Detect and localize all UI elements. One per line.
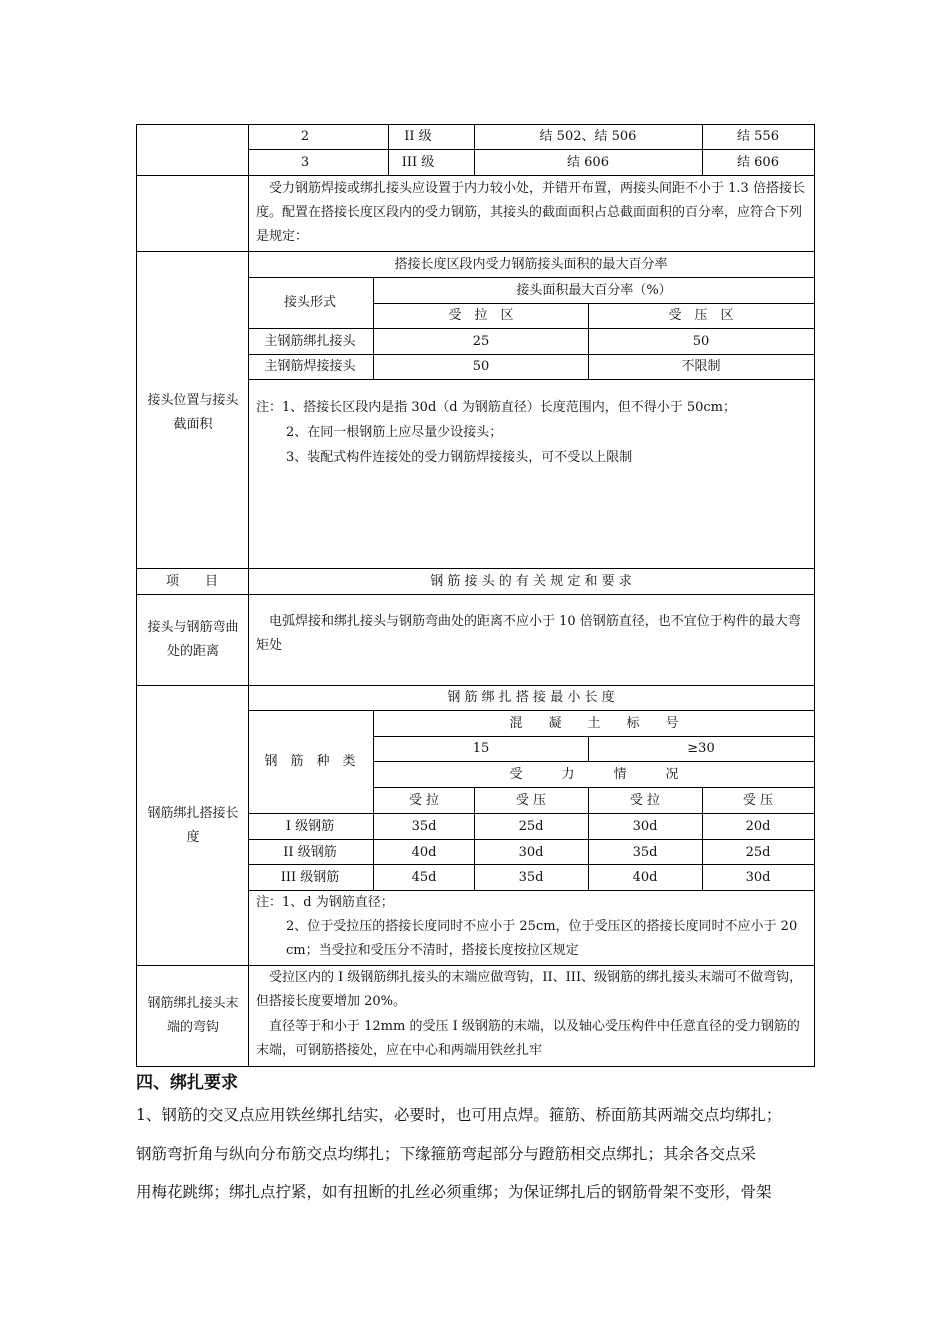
compression-value: 不限制 <box>681 359 721 374</box>
row-divider <box>136 568 815 569</box>
lap-value: 35d <box>518 870 544 885</box>
row-divider <box>136 251 815 252</box>
cell-grade: II 级 <box>404 129 432 144</box>
row-divider <box>248 864 815 865</box>
row-divider <box>248 839 815 840</box>
grade-30-header: ≥30 <box>687 741 715 756</box>
column-divider <box>474 787 475 890</box>
joint-note: 注：1、搭接长区段内是指 30d（d 为钢筋直径）长度范围内，但不得小于 50cm； <box>256 400 737 415</box>
row-divider <box>373 787 815 788</box>
rebar-type-cell: II 级钢筋 <box>283 845 337 860</box>
row-divider <box>248 890 815 891</box>
lap-value: 45d <box>411 870 437 885</box>
lap-section-label: 钢筋绑扎搭接长度 <box>147 806 239 845</box>
lap-value: 20d <box>745 819 771 834</box>
section-heading: 四、绑扎要求 <box>136 1073 238 1093</box>
column-divider <box>702 787 703 890</box>
compression-header: 受 压 <box>742 793 774 808</box>
compression-zone-header: 受 压 区 <box>668 308 734 323</box>
row-divider <box>248 149 815 150</box>
lap-value: 25d <box>518 819 544 834</box>
joint-form-header: 接头形式 <box>283 295 337 310</box>
column-divider <box>373 277 374 379</box>
cell-no: 2 <box>300 129 310 144</box>
joint-section-label: 接头位置与接头截面积 <box>147 393 239 432</box>
body-text-line: 1、钢筋的交叉点应用铁丝绑扎结实，必要时，也可用点焊。箍筋、桥面筋其两端交点均绑扎； <box>136 1106 782 1124</box>
column-divider <box>588 787 589 890</box>
hook-section-text: 直径等于和小于 12mm 的受压 I 级钢筋的末端，以及轴心受压构件中任意直径的受力钢筋的末端，可钢筋搭接处，应在中心和两端用铁丝扎牢 <box>256 1019 800 1058</box>
body-text-line: 钢筋弯折角与纵向分布筋交点均绑扎；下缘箍筋弯起部分与蹬筋相交点绑扎；其余各交点采 <box>136 1145 757 1163</box>
cell-electrode: 结 502、结 506 <box>539 129 637 144</box>
bend-section-label: 接头与钢筋弯曲处的距离 <box>147 620 239 659</box>
cell-electrode: 结 606 <box>567 155 609 170</box>
tension-zone-header: 受 拉 区 <box>448 308 514 323</box>
column-divider <box>248 124 249 1067</box>
bend-section-text: 电弧焊接和绑扎接头与钢筋弯曲处的距离不应小于 10 倍钢筋直径，也不宜位于构件的最大弯矩处 <box>256 614 801 653</box>
tension-value: 50 <box>472 359 490 374</box>
lap-note: 注：1、d 为钢筋直径； <box>256 895 394 910</box>
row-divider <box>136 594 815 595</box>
joint-note: 2、在同一根钢筋上应尽量少设接头； <box>286 425 503 440</box>
lap-value: 30d <box>632 819 658 834</box>
joint-form-cell: 主钢筋绑扎接头 <box>264 334 356 349</box>
column-divider <box>588 736 589 761</box>
column-divider <box>388 124 389 175</box>
row-divider <box>248 328 815 329</box>
rebar-type-cell: III 级钢筋 <box>280 870 340 885</box>
lap-value: 40d <box>632 870 658 885</box>
row-divider <box>136 685 815 686</box>
column-divider <box>588 303 589 379</box>
tension-header: 受 拉 <box>408 793 440 808</box>
row-divider <box>136 175 815 176</box>
column-divider <box>702 124 703 175</box>
force-condition-header: 受 力 情 况 <box>509 767 679 782</box>
row-divider <box>248 277 815 278</box>
lap-value: 30d <box>745 870 771 885</box>
item-header: 项 目 <box>165 574 219 589</box>
lap-note: 2、位于受拉压的搭接长度同时不应小于 25cm，位于受压区的搭接长度同时不应小于 20 cm；当受拉和受压分不清时，搭接长度按拉区规定 <box>286 919 811 958</box>
grade-15-header: 15 <box>472 741 490 756</box>
cell-electrode: 结 606 <box>737 155 779 170</box>
row-divider <box>248 379 815 380</box>
intro-text: 受力钢筋焊接或绑扎接头应设置于内力较小处，并错开布置，两接头间距不小于 1.3 倍搭接长度。配置在搭接长度区段内的受力钢筋，其接头的截面面积占总截面面积的百分率，应符合下列是规定： <box>256 181 805 244</box>
tension-value: 25 <box>472 334 490 349</box>
concrete-grade-header: 混 凝 土 标 号 <box>509 716 679 731</box>
lap-table-title: 钢 筋 绑 扎 搭 接 最 小 长 度 <box>447 690 615 705</box>
tension-header: 受 拉 <box>629 793 661 808</box>
joint-note: 3、装配式构件连接处的受力钢筋焊接接头，可不受以上限制 <box>286 450 633 465</box>
lap-value: 40d <box>411 845 437 860</box>
hook-section-label: 钢筋绑扎接头末端的弯钩 <box>147 996 239 1035</box>
joint-form-cell: 主钢筋焊接接头 <box>264 359 356 374</box>
requirements-header: 钢 筋 接 头 的 有 关 规 定 和 要 求 <box>430 574 632 589</box>
compression-value: 50 <box>692 334 710 349</box>
cell-electrode: 结 556 <box>737 129 779 144</box>
column-divider <box>474 124 475 175</box>
lap-value: 30d <box>518 845 544 860</box>
cell-grade: III 级 <box>401 155 435 170</box>
row-divider <box>248 354 815 355</box>
lap-value: 25d <box>745 845 771 860</box>
column-divider <box>373 710 374 890</box>
hook-section-text: 受拉区内的 I 级钢筋绑扎接头的末端应做弯钩，II、III、级钢筋的绑扎接头末端可不做弯钩，但搭接长度要增加 20%。 <box>256 970 803 1009</box>
row-divider <box>373 736 815 737</box>
compression-header: 受 压 <box>515 793 547 808</box>
rebar-type-cell: I 级钢筋 <box>285 819 335 834</box>
row-divider <box>248 710 815 711</box>
row-divider <box>248 813 815 814</box>
cell-no: 3 <box>300 155 310 170</box>
joint-table-title: 搭接长度区段内受力钢筋接头面积的最大百分率 <box>394 257 668 272</box>
row-divider <box>373 303 815 304</box>
lap-value: 35d <box>632 845 658 860</box>
joint-pct-header: 接头面积最大百分率（%） <box>516 283 672 298</box>
lap-value: 35d <box>411 819 437 834</box>
rebar-type-header: 钢 筋 种 类 <box>264 754 356 769</box>
body-text-line: 用梅花跳绑；绑扎点拧紧，如有扭断的扎丝必须重绑；为保证绑扎后的钢筋骨架不变形，骨架 <box>136 1183 772 1201</box>
row-divider <box>373 761 815 762</box>
